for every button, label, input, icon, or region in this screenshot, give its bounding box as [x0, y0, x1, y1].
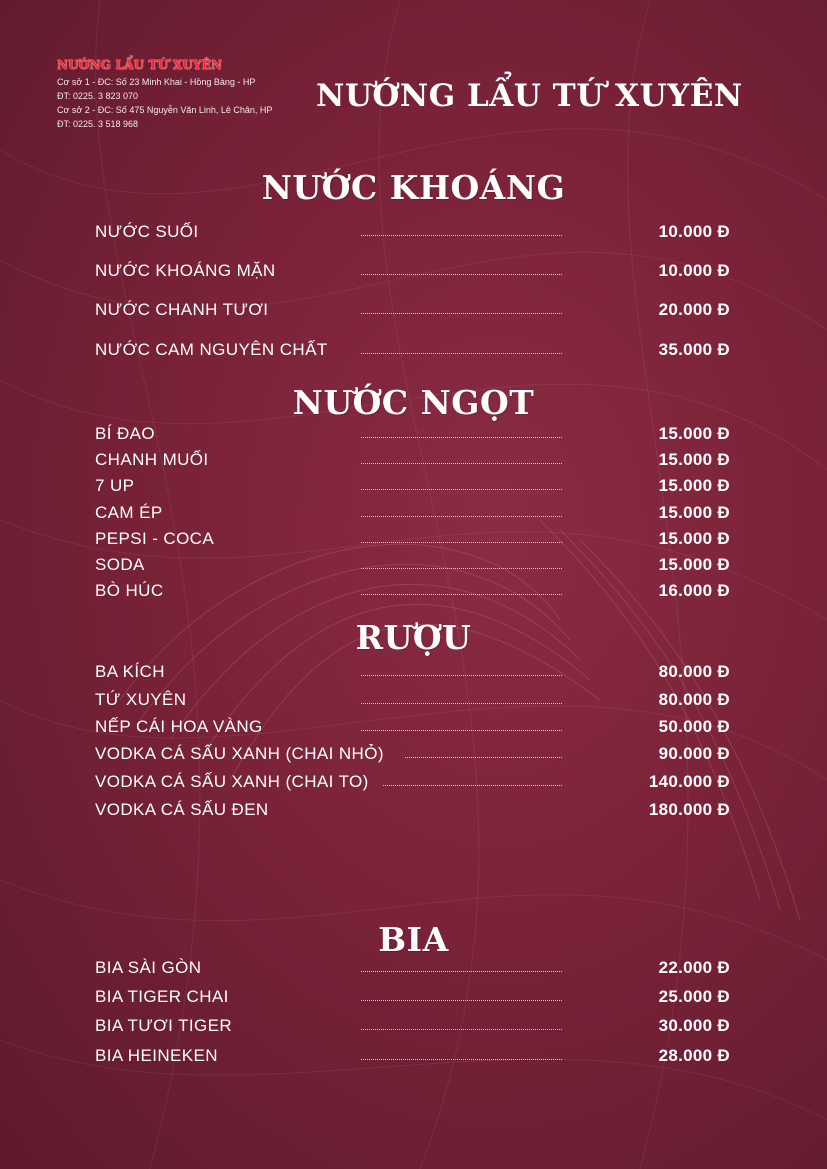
dot-leader	[361, 971, 562, 972]
dot-leader	[361, 274, 562, 275]
item-price: 15.000 Đ	[658, 450, 730, 469]
item-name: NẾP CÁI HOA VÀNG	[95, 717, 263, 736]
section-title-liquor: RƯỢU	[355, 618, 472, 657]
branch-2-address: Cơ sở 2 - ĐC: Số 475 Nguyễn Văn Linh, Lê Chân, HP	[57, 105, 273, 115]
item-name: TỨ XUYÊN	[95, 690, 187, 709]
section-title-soft-drinks: NƯỚC NGỌT	[292, 383, 535, 422]
dot-leader	[361, 313, 562, 314]
item-name: VODKA CÁ SẤU XANH (CHAI NHỎ)	[95, 744, 384, 763]
item-price: 15.000 Đ	[658, 476, 730, 495]
menu-item	[95, 298, 730, 322]
dot-leader	[361, 703, 562, 704]
dot-leader	[361, 730, 562, 731]
item-name: BIA TƯƠI TIGER	[95, 1016, 233, 1035]
item-price: 16.000 Đ	[658, 581, 730, 600]
menu-item	[95, 579, 730, 603]
item-name: VODKA CÁ SẤU XANH (CHAI TO)	[95, 772, 369, 791]
section-title-beer: BIA	[378, 920, 449, 959]
item-price: 20.000 Đ	[658, 300, 730, 319]
branch-1-phone: ĐT: 0225. 3 823 070	[57, 91, 139, 101]
item-name: CAM ÉP	[95, 503, 163, 522]
item-price: 10.000 Đ	[658, 261, 730, 280]
dot-leader	[361, 235, 562, 236]
item-name: NƯỚC SUỐI	[95, 222, 199, 241]
item-price: 140.000 Đ	[648, 772, 730, 791]
dot-leader	[361, 542, 562, 543]
item-name: BIA HEINEKEN	[95, 1046, 218, 1065]
dot-leader	[361, 463, 562, 464]
item-price: 30.000 Đ	[658, 1016, 730, 1035]
item-price: 90.000 Đ	[658, 744, 730, 763]
menu-item	[95, 956, 730, 980]
dot-leader	[361, 353, 562, 354]
branch-1-address: Cơ sở 1 - ĐC: Số 23 Minh Khai - Hồng Bàng - HP	[57, 77, 256, 87]
menu-item	[95, 688, 730, 712]
item-name: BIA SÀI GÒN	[95, 958, 202, 977]
item-name: BÍ ĐAO	[95, 424, 156, 443]
item-price: 10.000 Đ	[658, 222, 730, 241]
item-name: NƯỚC CHANH TƯƠI	[95, 300, 269, 319]
item-name: VODKA CÁ SẤU ĐEN	[95, 800, 269, 819]
dot-leader	[405, 757, 562, 758]
dot-leader	[361, 568, 562, 569]
section-title-mineral-water: NƯỚC KHOÁNG	[261, 168, 566, 207]
menu-item	[95, 259, 730, 283]
item-price: 15.000 Đ	[658, 529, 730, 548]
item-price: 180.000 Đ	[648, 800, 730, 819]
dot-leader	[361, 594, 562, 595]
item-price: 80.000 Đ	[658, 662, 730, 681]
item-price: 80.000 Đ	[658, 690, 730, 709]
item-price: 15.000 Đ	[658, 424, 730, 443]
dot-leader	[361, 489, 562, 490]
item-name: SODA	[95, 555, 145, 574]
dot-leader	[383, 785, 562, 786]
menu-item	[95, 501, 730, 525]
dot-leader	[361, 1029, 562, 1030]
menu-item	[95, 527, 730, 551]
menu-item	[95, 660, 730, 684]
brand-block	[57, 58, 307, 131]
menu-item	[95, 742, 730, 766]
item-name: BA KÍCH	[95, 662, 165, 681]
dot-leader	[361, 1059, 562, 1060]
brand-name: NƯỚNG LẨU TỨ XUYÊN	[57, 58, 223, 72]
menu-item	[95, 770, 730, 794]
item-price: 15.000 Đ	[658, 555, 730, 574]
item-name: NƯỚC CAM NGUYÊN CHẤT	[95, 340, 328, 359]
menu-item	[95, 338, 730, 362]
item-price: 25.000 Đ	[658, 987, 730, 1006]
item-price: 15.000 Đ	[658, 503, 730, 522]
item-price: 22.000 Đ	[658, 958, 730, 977]
item-name: 7 UP	[95, 476, 135, 495]
branch-2-phone: ĐT: 0225. 3 518 968	[57, 119, 139, 129]
menu-item	[95, 1044, 730, 1068]
dot-leader	[361, 675, 562, 676]
dot-leader	[361, 1000, 562, 1001]
menu-item	[95, 553, 730, 577]
item-price: 50.000 Đ	[658, 717, 730, 736]
menu-item	[95, 715, 730, 739]
item-name: CHANH MUỐI	[95, 450, 209, 469]
item-name: NƯỚC KHOÁNG MẶN	[95, 261, 276, 280]
dot-leader	[361, 516, 562, 517]
item-price: 28.000 Đ	[658, 1046, 730, 1065]
menu-item	[95, 798, 730, 822]
menu-item	[95, 474, 730, 498]
menu-item	[95, 1014, 730, 1038]
menu-item	[95, 985, 730, 1009]
page-title: NƯỚNG LẨU TỨ XUYÊN	[316, 78, 743, 114]
menu-item	[95, 448, 730, 472]
menu-item	[95, 422, 730, 446]
item-name: BÒ HÚC	[95, 581, 164, 600]
item-price: 35.000 Đ	[658, 340, 730, 359]
item-name: PEPSI - COCA	[95, 529, 215, 548]
item-name: BIA TIGER CHAI	[95, 987, 229, 1006]
dot-leader	[361, 437, 562, 438]
menu-item	[95, 220, 730, 244]
